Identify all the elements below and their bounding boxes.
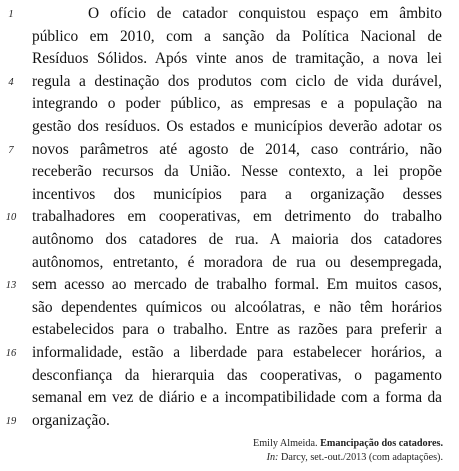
line-text: Resíduos Sólidos. Após vinte anos de tramitação, a nova lei — [32, 50, 442, 68]
passage-line — [0, 93, 459, 116]
line-text: são dependentes químicos ou alcoólatras, e não têm horários — [32, 298, 442, 316]
line-text: incentivos dos municípios para a organização desses — [32, 185, 442, 203]
passage-line — [0, 297, 459, 320]
line-number: 10 — [5, 212, 17, 224]
line-number: 19 — [5, 415, 17, 427]
passage — [0, 3, 459, 432]
citation-in-label: In: — [266, 452, 279, 463]
citation-title: Emancipação dos catadores. — [320, 438, 443, 449]
citation-author: Emily Almeida. — [253, 438, 318, 449]
passage-line — [0, 139, 459, 162]
line-text: organização. — [32, 411, 110, 429]
line-text: novos parâmetros até agosto de 2014, caso contrário, não — [32, 140, 442, 158]
line-text: autônomos, entretanto, é moradora de rua ou desempregada, — [32, 253, 442, 271]
passage-line — [0, 206, 459, 229]
passage-line — [0, 274, 459, 297]
line-text: autônomo dos catadores de rua. A maioria dos catadores — [32, 230, 442, 248]
passage-line — [0, 184, 459, 207]
line-number: 13 — [5, 280, 17, 292]
passage-line — [0, 161, 459, 184]
passage-line — [0, 342, 459, 365]
line-text: trabalhadores em cooperativas, em detrimento do trabalho — [32, 208, 442, 226]
line-text: público em 2010, com a sanção da Política Nacional de — [32, 27, 442, 45]
passage-line — [0, 3, 459, 26]
line-text: sem acesso ao mercado de trabalho formal. Em muitos casos, — [32, 276, 442, 294]
citation-line-1 — [143, 437, 443, 450]
line-text: semanal em vez de diário e a incompatibilidade com a forma da — [32, 389, 442, 407]
passage-line — [0, 116, 459, 139]
line-text: estabelecidos para o trabalho. Entre as razões para preferir a — [32, 321, 442, 339]
line-text: regula a destinação dos produtos com ciclo de vida durável, — [32, 72, 442, 90]
passage-line — [0, 26, 459, 49]
citation-line-2 — [143, 451, 443, 464]
passage-line — [0, 71, 459, 94]
line-text: integrando o poder público, as empresas e a população na — [32, 95, 442, 113]
passage-line — [0, 229, 459, 252]
passage-line — [0, 410, 459, 433]
line-text: informalidade, estão a liberdade para estabelecer horários, a — [32, 343, 442, 361]
line-text: desconfiança da hierarquia das cooperativas, o pagamento — [32, 366, 442, 384]
passage-line — [0, 252, 459, 275]
line-number: 16 — [5, 347, 17, 359]
line-text: gestão dos resíduos. Os estados e municípios deverão adotar os — [32, 117, 442, 135]
line-text: O ofício de catador conquistou espaço em âmbito — [88, 5, 442, 22]
line-number: 4 — [8, 76, 14, 88]
passage-line — [0, 48, 459, 71]
line-number: 1 — [8, 9, 14, 20]
citation-source: Darcy, set.-out./2013 (com adaptações). — [281, 452, 443, 463]
passage-line — [0, 365, 459, 388]
line-text: receberão recursos da União. Nesse contexto, a lei propõe — [32, 163, 442, 181]
passage-line — [0, 319, 459, 342]
line-number: 7 — [8, 144, 14, 156]
passage-line — [0, 387, 459, 410]
